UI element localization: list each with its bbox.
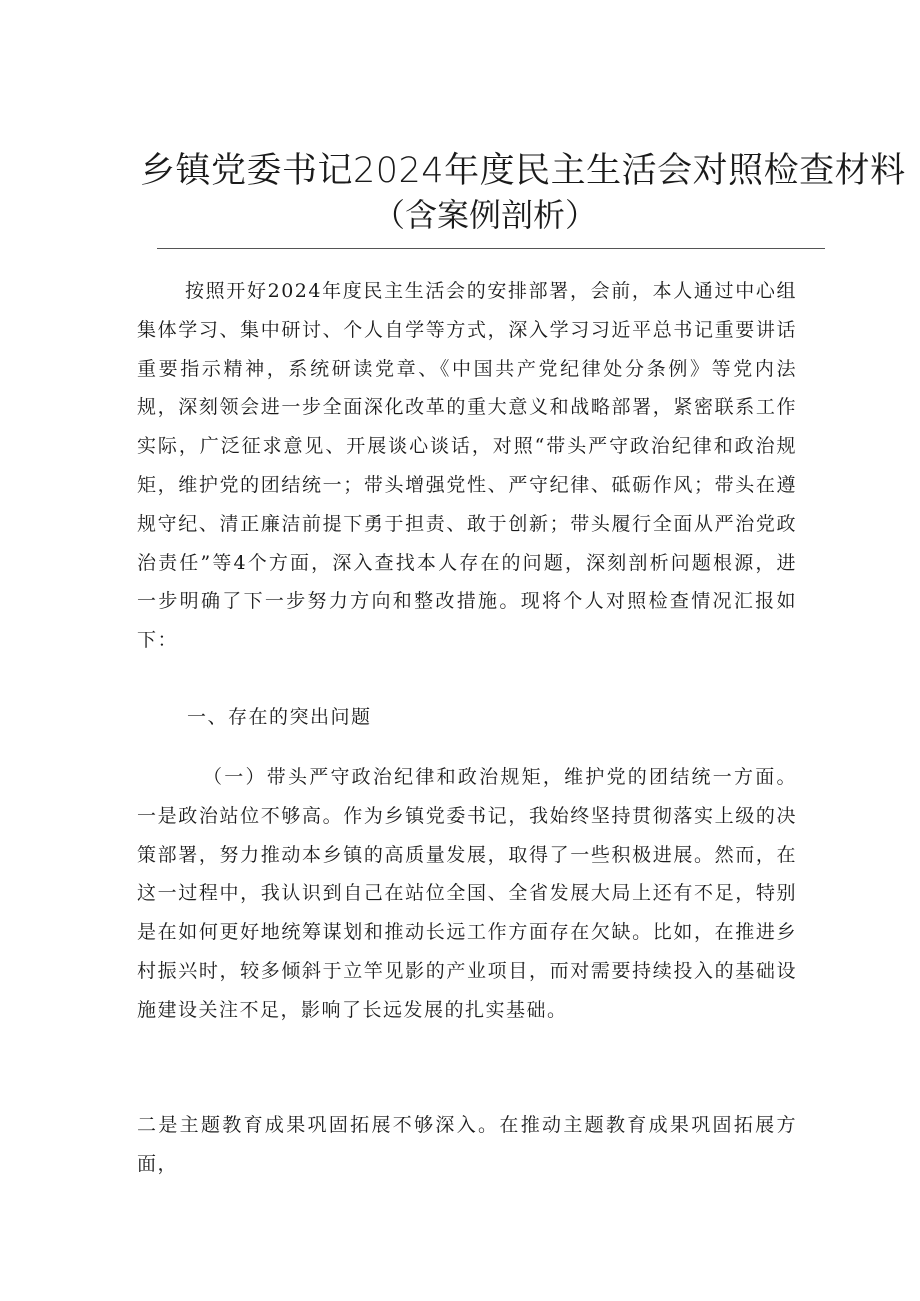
title-line-subtitle: （含案例剖析） bbox=[372, 196, 597, 234]
section-heading: 一、存在的突出问题 bbox=[187, 706, 372, 728]
paragraph-issue-one: （一）带头严守政治纪律和政治规矩，维护党的团结统一方面。一是政治站位不够高。作为乡镇党委书记，我始终坚持贯彻落实上级的决策部署，努力推动本乡镇的高质量发展，取得了一些积极进展。然而，在这一过程中，我认识到自己在站位全国、全省发展大局上还有不足，特别是在如何更好地统筹谋划和推动长远工作方面存在欠缺。比如，在推进乡村振兴时，较多倾斜于立竿见影的产业项目，而对需要持续投入的基础设施建设关注不足，影响了长远发展的扎实基础。 bbox=[137, 766, 797, 1021]
title-divider bbox=[157, 248, 825, 249]
paragraph-issue-two: 二是主题教育成果巩固拓展不够深入。在推动主题教育成果巩固拓展方面， bbox=[137, 1114, 797, 1175]
paragraph-intro: 按照开好2024年度民主生活会的安排部署，会前，本人通过中心组集体学习、集中研讨、个人自学等方式，深入学习习近平总书记重要讲话重要指示精神，系统研读党章、《中国共产党纪律处分条例》等党内法规，深刻领会进一步全面深化改革的重大意义和战略部署，紧密联系工作实际，广泛征求意见、开展谈心谈话，对照“带头严守政治纪律和政治规矩，维护党的团结统一；带头增强党性、严守纪律、砥砺作风；带头在遵规守纪、清正廉洁前提下勇于担责、敢于创新；带头履行全面从严治党政治责任”等4个方面，深入查找本人存在的问题，深刻剖析问题根源，进一步明确了下一步努力方向和整改措施。现将个人对照检查情况汇报如下： bbox=[137, 280, 797, 652]
title-line-main: 乡镇党委书记2024年度民主生活会对照检查材料 bbox=[140, 151, 906, 191]
document-title bbox=[140, 148, 906, 236]
